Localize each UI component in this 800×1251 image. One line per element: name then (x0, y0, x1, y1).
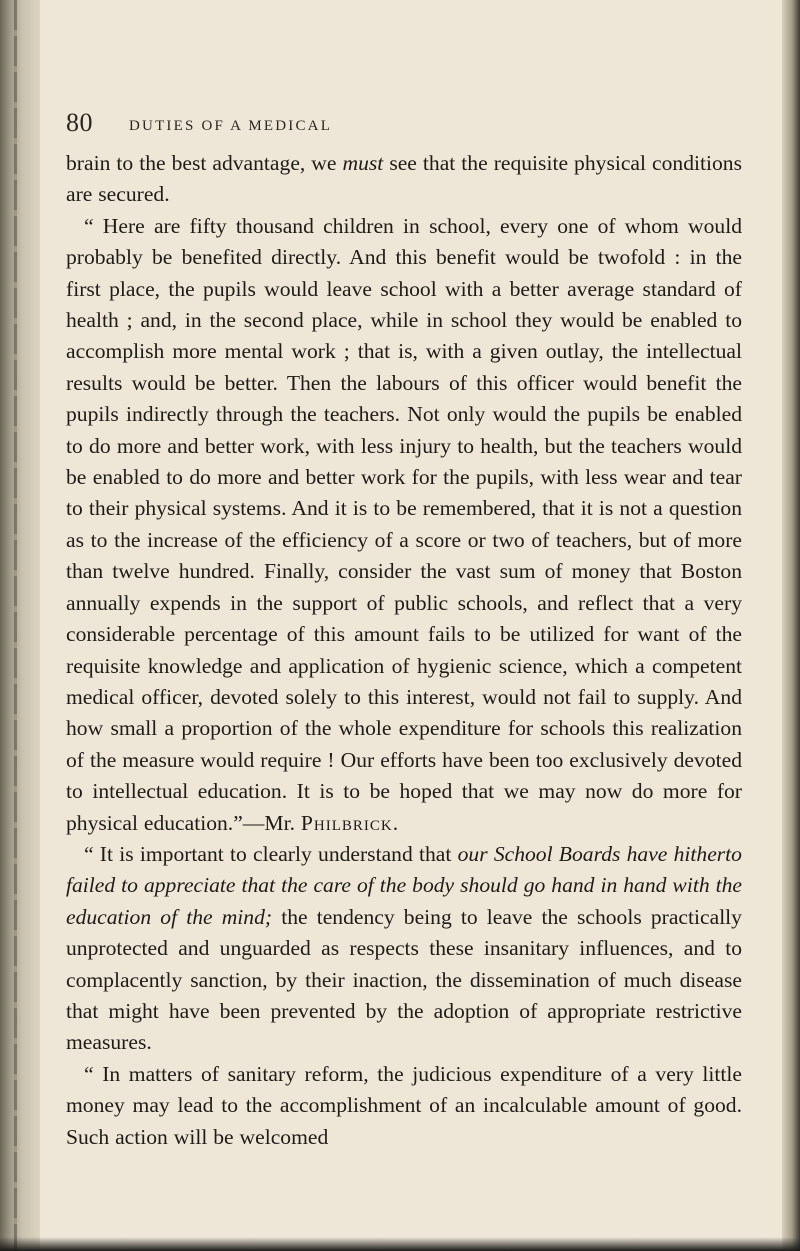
emphasis-must: must (342, 151, 384, 175)
running-head: DUTIES OF A MEDICAL (129, 118, 333, 134)
body-text (66, 148, 742, 1153)
paragraph-continued: brain to the best advantage, we must see that the requisite physical conditions are secured. (66, 151, 743, 207)
paragraph-school-boards: “ It is important to clearly understand that our School Boards have hitherto failed to appreciate that the care of the body should go hand in hand with the education of the mind; the tendency being to leave the schools practically unprotected and unguarded as respects these insanitary influences, and to complacently sanction, by their inaction, the dissemination of much disease that might have been prevented by the adoption of appropriate restrictive measures. (66, 841, 742, 1055)
book-binding-edge (0, 0, 40, 1251)
page-right-edge (782, 0, 800, 1251)
page-bottom-shadow (0, 1237, 800, 1251)
emphasis-school-boards: our School Boards have hitherto failed to appreciate that the care of the body should go hand in hand with the education of the mind; (66, 841, 742, 929)
paragraph-sanitary-reform: “ In matters of sanitary reform, the judicious expenditure of a very little money may lead to the accomplishment of an incalculable amount of good. Such action will be welcomed (66, 1061, 742, 1149)
page-number: 80 (66, 108, 93, 137)
author-name: Philbrick. (300, 810, 400, 835)
paragraph-quote-philbrick: “ Here are fifty thousand children in school, every one of whom would probably be benefited directly. And this benefit would be twofold : in the first place, the pupils would leave school with a better average standard of health ; and, in the second place, while in school they would be enabled to accomplish more mental work ; that is, with a given outlay, the intellectual results would be better. Then the labours of this officer would benefit the pupils indirectly through the teachers. Not only would the pupils be enabled to do more and better work, with less injury to health, but the teachers would be enabled to do more and better work for the pupils, with less wear and tear to their physical systems. And it is to be remembered, that it is not a question as to the increase of the efficiency of a score or two of teachers, but of more than twelve hundred. Finally, consider the vast sum of money that Boston annually expends in the support of public schools, and reflect that a very considerable percentage of this amount fails to be utilized for want of the requisite knowledge and application of hygienic science, which a competent medical officer, devoted solely to this interest, would not fail to supply. And how small a proportion of the whole expenditure for schools this realization of the measure would require ! Our efforts have been too exclusively devoted to intellectual education. It is to be hoped that we may now do more for physical education.”—Mr. Philbrick. (66, 213, 742, 835)
